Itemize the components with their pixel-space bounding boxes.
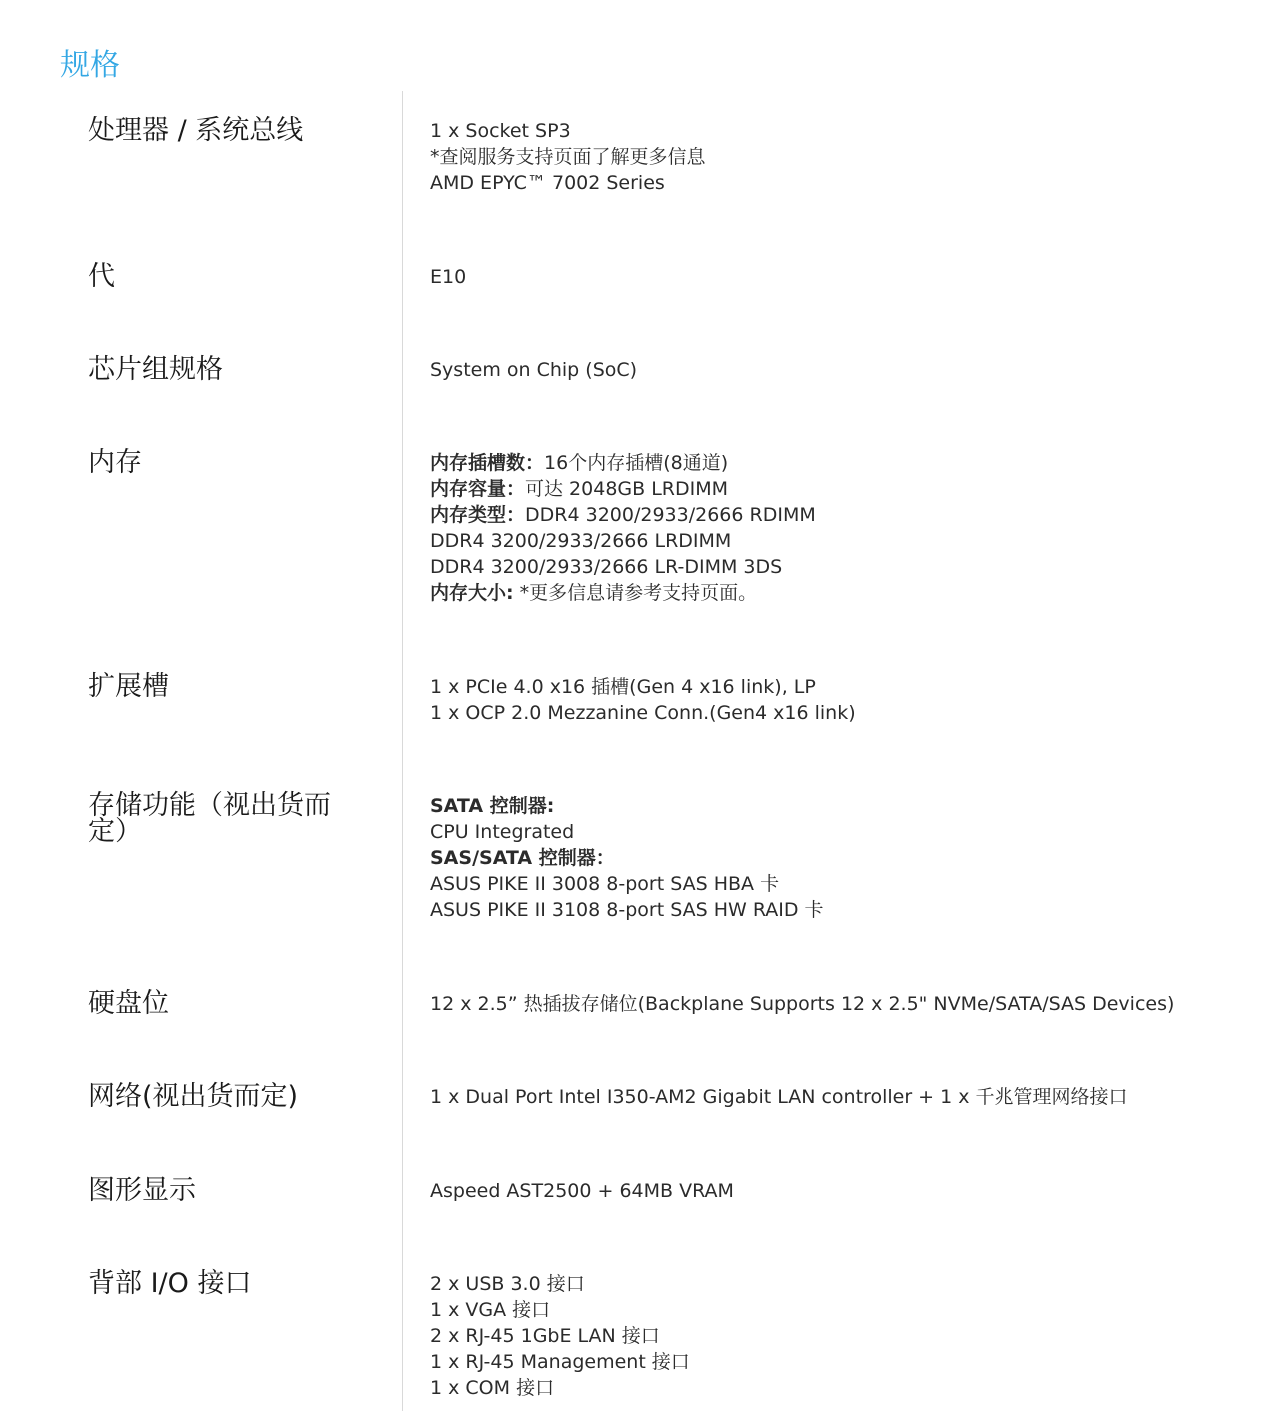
spec-value-key: 内存插槽数：	[430, 452, 545, 474]
spec-value-line	[430, 793, 1250, 819]
spec-value-text: Aspeed AST2500 + 64MB VRAM	[430, 1180, 734, 1202]
spec-values	[430, 1178, 1250, 1204]
spec-value-text: DDR4 3200/2933/2666 LR-DIMM 3DS	[430, 556, 783, 578]
spec-label: 背部 I/O 接口	[88, 1268, 252, 1299]
spec-value-key: SATA 控制器:	[430, 795, 555, 817]
spec-value-text: 1 x RJ-45 Management 接口	[430, 1351, 690, 1373]
spec-value-line	[430, 700, 1250, 726]
spec-value-text: 12 x 2.5” 热插拔存储位(Backplane Supports 12 x 2.5" NVMe/SATA/SAS Devices)	[430, 993, 1175, 1015]
spec-value-text: 1 x VGA 接口	[430, 1299, 551, 1321]
spec-value-line	[430, 1323, 1250, 1349]
spec-label: 芯片组规格	[88, 354, 223, 385]
spec-value-key: 内存类型：	[430, 504, 526, 526]
spec-value-line	[430, 819, 1250, 845]
spec-value-text: E10	[430, 266, 467, 288]
spec-value-line	[430, 476, 1250, 502]
spec-values	[430, 118, 1250, 196]
spec-value-text: DDR4 3200/2933/2666 LRDIMM	[430, 530, 732, 552]
spec-value-line	[430, 528, 1250, 554]
spec-values	[430, 450, 1250, 606]
spec-label: 内存	[88, 447, 142, 478]
spec-value-line	[430, 1297, 1250, 1323]
spec-label: 图形显示	[88, 1175, 196, 1206]
spec-value-line	[430, 144, 1250, 170]
spec-value-text: 可达 2048GB LRDIMM	[525, 478, 729, 500]
spec-value-text: *查阅服务支持页面了解更多信息	[430, 146, 706, 168]
spec-values	[430, 991, 1250, 1017]
page-title: 规格	[60, 48, 120, 83]
spec-value-key: 内存大小:	[430, 582, 514, 604]
spec-value-line	[430, 118, 1250, 144]
spec-value-text: 1 x PCIe 4.0 x16 插槽(Gen 4 x16 link), LP	[430, 676, 816, 698]
spec-value-text: CPU Integrated	[430, 821, 575, 843]
spec-value-text: 1 x OCP 2.0 Mezzanine Conn.(Gen4 x16 link)	[430, 702, 856, 724]
spec-value-line	[430, 450, 1250, 476]
spec-value-line	[430, 871, 1250, 897]
spec-value-text: *更多信息请参考支持页面。	[513, 582, 758, 604]
spec-value-key: 内存容量：	[430, 478, 526, 500]
spec-label: 存储功能（视出货而定）	[88, 790, 331, 847]
spec-values	[430, 1084, 1250, 1110]
spec-value-text: 1 x Dual Port Intel I350-AM2 Gigabit LAN controller + 1 x 千兆管理网络接口	[430, 1086, 1128, 1108]
spec-value-line	[430, 674, 1250, 700]
spec-value-line	[430, 1178, 1250, 1204]
spec-value-text: ASUS PIKE II 3108 8-port SAS HW RAID 卡	[430, 899, 824, 921]
spec-value-line	[430, 1271, 1250, 1297]
spec-value-text: DDR4 3200/2933/2666 RDIMM	[525, 504, 816, 526]
spec-value-line	[430, 264, 1250, 290]
spec-value-line	[430, 502, 1250, 528]
spec-values	[430, 357, 1250, 383]
spec-value-line	[430, 357, 1250, 383]
spec-value-line	[430, 580, 1250, 606]
spec-value-text: 1 x Socket SP3	[430, 120, 571, 142]
spec-value-text: 2 x USB 3.0 接口	[430, 1273, 585, 1295]
spec-value-line	[430, 170, 1250, 196]
spec-label: 硬盘位	[88, 988, 169, 1019]
spec-label: 扩展槽	[88, 671, 169, 702]
spec-value-line	[430, 1084, 1250, 1110]
spec-value-line	[430, 1349, 1250, 1375]
column-divider	[402, 91, 403, 1411]
spec-value-line	[430, 845, 1250, 871]
spec-value-text: 2 x RJ-45 1GbE LAN 接口	[430, 1325, 660, 1347]
spec-label: 代	[88, 261, 115, 292]
spec-value-line	[430, 897, 1250, 923]
spec-value-line	[430, 991, 1250, 1017]
spec-value-line	[430, 554, 1250, 580]
spec-value-text: ASUS PIKE II 3008 8-port SAS HBA 卡	[430, 873, 780, 895]
spec-label: 处理器 / 系统总线	[88, 115, 304, 146]
spec-value-line	[430, 1375, 1250, 1401]
spec-value-key: SAS/SATA 控制器：	[430, 847, 615, 869]
spec-values	[430, 674, 1250, 726]
spec-values	[430, 264, 1250, 290]
spec-value-text: 1 x COM 接口	[430, 1377, 555, 1399]
spec-values	[430, 793, 1250, 923]
spec-value-text: System on Chip (SoC)	[430, 359, 638, 381]
spec-value-text: 16个内存插槽(8通道)	[544, 452, 729, 474]
spec-label: 网络(视出货而定)	[88, 1081, 299, 1112]
spec-value-text: AMD EPYC™ 7002 Series	[430, 172, 665, 194]
spec-values	[430, 1271, 1250, 1401]
